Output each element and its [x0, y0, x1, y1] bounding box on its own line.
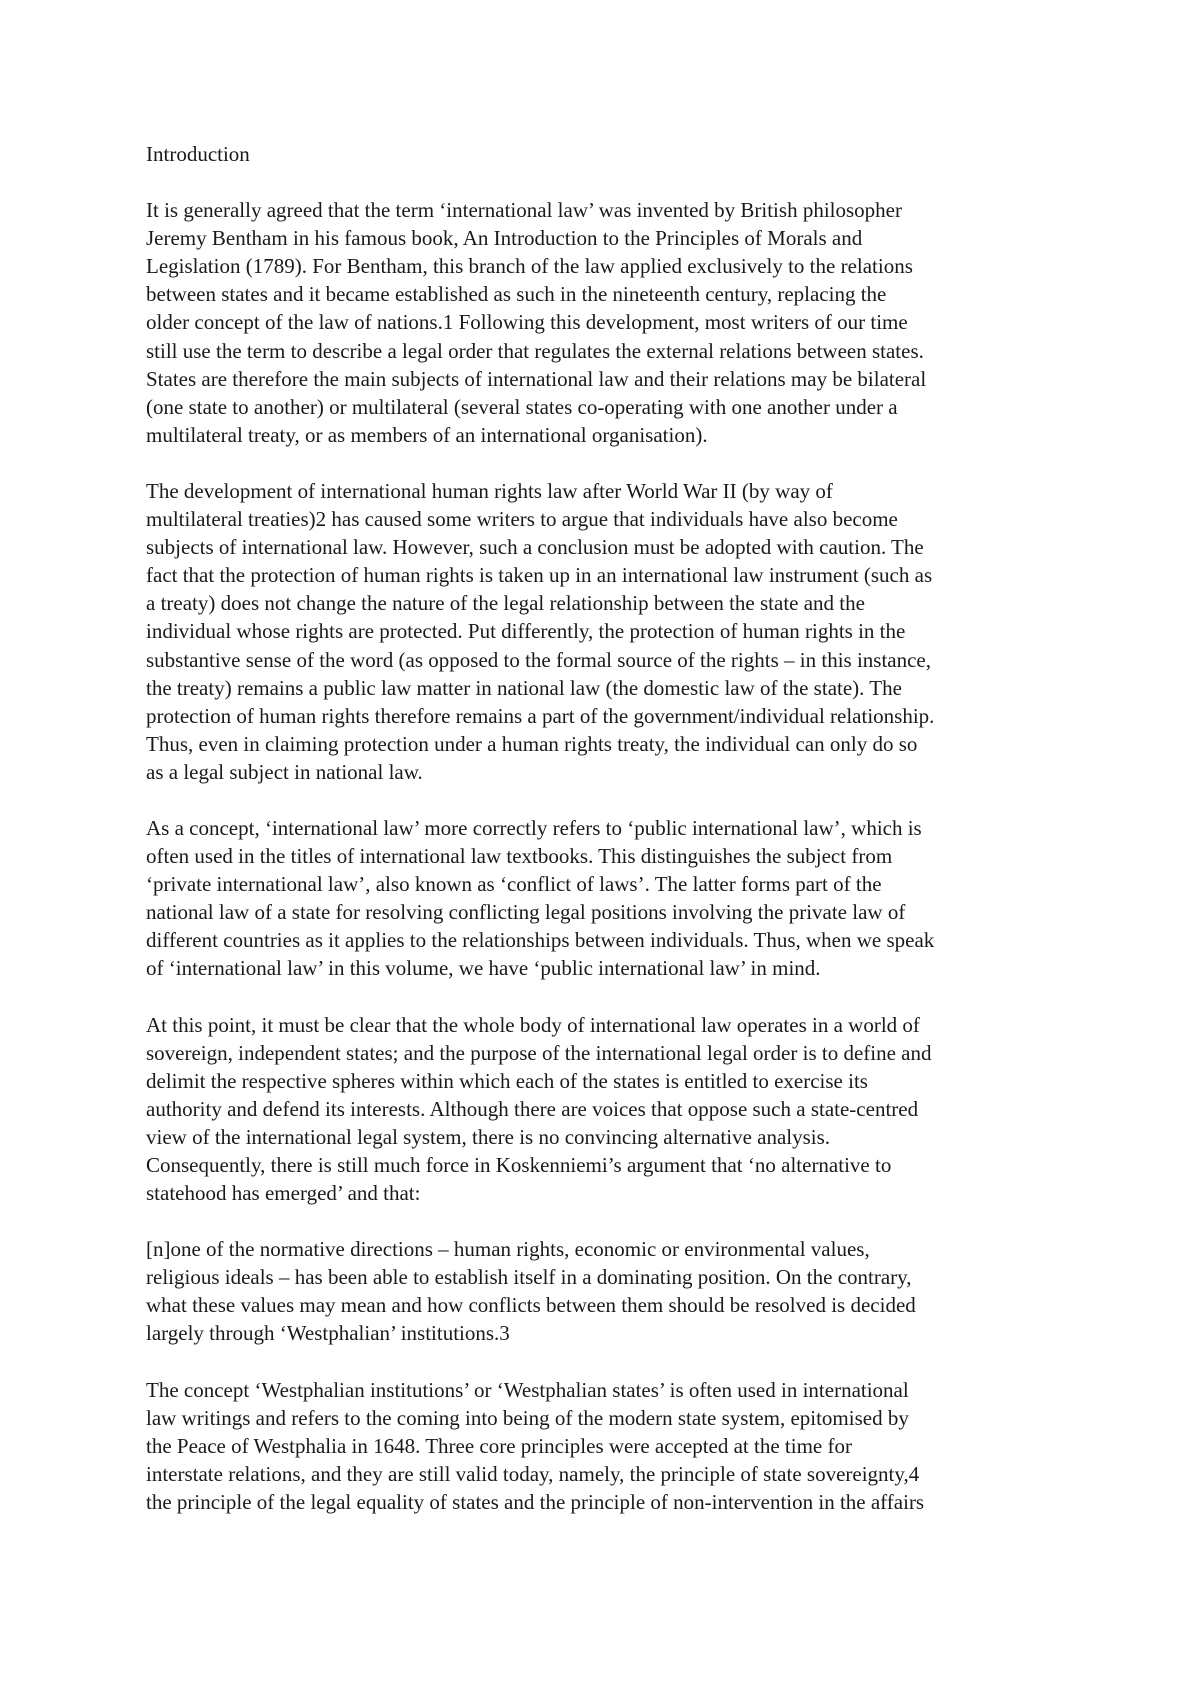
text-line: subjects of international law. However, such a conclusion must be adopted with caution. The	[146, 535, 924, 560]
paragraph	[146, 477, 1076, 786]
text-line: As a concept, ‘international law’ more correctly refers to ‘public international law’, which is	[146, 815, 922, 840]
text-line: It is generally agreed that the term ‘international law’ was invented by British philosopher	[146, 198, 902, 223]
document-body	[146, 196, 1076, 1516]
text-line: individual whose rights are protected. Put differently, the protection of human rights in the	[146, 619, 906, 644]
text-line: of ‘international law’ in this volume, we have ‘public international law’ in mind.	[146, 956, 821, 981]
text-line: (one state to another) or multilateral (several states co-operating with one another under a	[146, 394, 898, 419]
text-line: often used in the titles of international law textbooks. This distinguishes the subject from	[146, 844, 893, 869]
text-line: still use the term to describe a legal order that regulates the external relations between states.	[146, 338, 924, 363]
text-line: what these values may mean and how conflicts between them should be resolved is decided	[146, 1293, 916, 1318]
text-line: the principle of the legal equality of states and the principle of non-intervention in the affairs	[146, 1489, 925, 1514]
paragraph	[146, 1011, 1076, 1208]
text-line: authority and defend its interests. Although there are voices that oppose such a state-centred	[146, 1096, 919, 1121]
text-line: largely through ‘Westphalian’ institutions.3	[146, 1321, 510, 1346]
text-line: Jeremy Bentham in his famous book, An Introduction to the Principles of Morals and	[146, 226, 863, 251]
text-line: sovereign, independent states; and the purpose of the international legal order is to define and	[146, 1040, 932, 1065]
text-line: Consequently, there is still much force in Koskenniemi’s argument that ‘no alternative to	[146, 1153, 892, 1177]
text-line: [n]one of the normative directions – human rights, economic or environmental values,	[146, 1237, 870, 1262]
text-line: fact that the protection of human rights is taken up in an international law instrument (such as	[146, 563, 933, 588]
paragraph	[146, 1376, 1076, 1516]
text-line: ‘private international law’, also known as ‘conflict of laws’. The latter forms part of the	[146, 872, 882, 897]
document-heading: Introduction	[146, 142, 250, 166]
text-line: multilateral treaty, or as members of an international organisation).	[146, 422, 708, 447]
text-line: law writings and refers to the coming into being of the modern state system, epitomised by	[146, 1405, 909, 1430]
text-line: Legislation (1789). For Bentham, this branch of the law applied exclusively to the relations	[146, 254, 913, 279]
text-line: Thus, even in claiming protection under a human rights treaty, the individual can only do so	[146, 731, 918, 756]
text-line: delimit the respective spheres within which each of the states is entitled to exercise its	[146, 1068, 868, 1093]
text-line: older concept of the law of nations.1 Following this development, most writers of our time	[146, 310, 908, 335]
text-line: national law of a state for resolving conflicting legal positions involving the private law of	[146, 900, 906, 925]
text-line: the treaty) remains a public law matter in national law (the domestic law of the state). The	[146, 675, 902, 700]
text-line: a treaty) does not change the nature of the legal relationship between the state and the	[146, 591, 865, 616]
text-line: interstate relations, and they are still valid today, namely, the principle of state sovereignty,4	[146, 1461, 920, 1486]
text-line: between states and it became established as such in the nineteenth century, replacing the	[146, 282, 887, 307]
text-line: religious ideals – has been able to establish itself in a dominating position. On the contrary,	[146, 1265, 912, 1290]
paragraph	[146, 1235, 1076, 1347]
text-line: multilateral treaties)2 has caused some writers to argue that individuals have also become	[146, 507, 898, 532]
text-line: as a legal subject in national law.	[146, 759, 423, 784]
text-line: view of the international legal system, there is no convincing alternative analysis.	[146, 1124, 831, 1149]
text-line: protection of human rights therefore remains a part of the government/individual relationship.	[146, 703, 935, 728]
paragraph	[146, 814, 1076, 983]
text-line: The concept ‘Westphalian institutions’ or ‘Westphalian states’ is often used in international	[146, 1377, 909, 1402]
text-line: States are therefore the main subjects of international law and their relations may be bilateral	[146, 366, 927, 391]
text-line: different countries as it applies to the relationships between individuals. Thus, when we speak	[146, 928, 935, 953]
paragraph	[146, 196, 1076, 449]
text-line: substantive sense of the word (as opposed to the formal source of the rights – in this instance,	[146, 647, 931, 672]
text-line: At this point, it must be clear that the whole body of international law operates in a world of	[146, 1012, 920, 1037]
document-page	[146, 140, 1076, 1544]
text-line: the Peace of Westphalia in 1648. Three core principles were accepted at the time for	[146, 1433, 852, 1458]
text-line: statehood has emerged’ and that:	[146, 1181, 421, 1206]
text-line: The development of international human rights law after World War II (by way of	[146, 478, 833, 503]
